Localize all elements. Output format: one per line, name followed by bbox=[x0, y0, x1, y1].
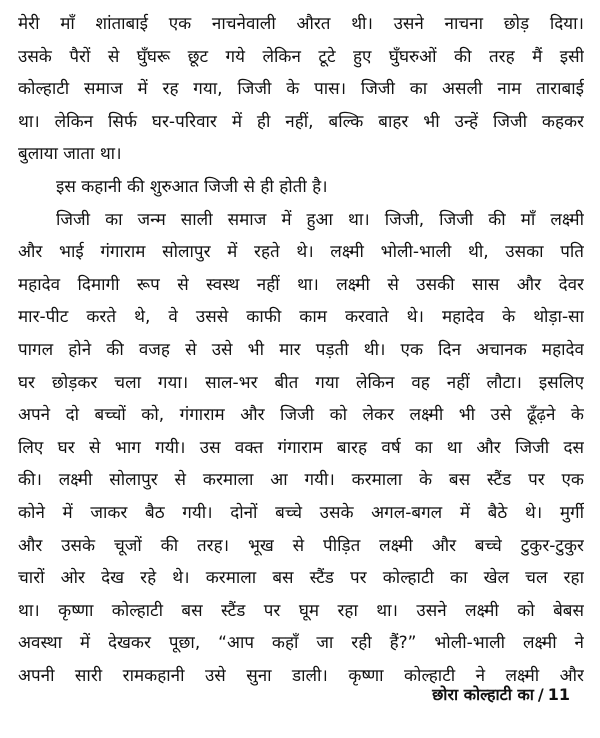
footer-separator: / bbox=[537, 685, 544, 704]
text-line: की। लक्ष्मी सोलापुर से करमाला आ गयी। करमाला के बस स्टैंड पर एक bbox=[18, 470, 584, 491]
text-line: घर छोड़कर चला गया। साल-भर बीत गया लेकिन वह नहीं लौटा। इसलिए bbox=[18, 372, 584, 393]
text-line: उसके पैरों से घुँघरू छूट गये लेकिन टूटे हुए घुँघरुओं की तरह मैं इसी bbox=[18, 46, 584, 67]
text-line: जिजी का जन्म साली समाज में हुआ था। जिजी, जिजी की माँ लक्ष्मी bbox=[56, 209, 584, 230]
body-text bbox=[18, 8, 584, 692]
text-line: कोल्हाटी समाज में रह गया, जिजी के पास। जिजी का असली नाम ताराबाई bbox=[18, 79, 584, 100]
text-line: मेरी माँ शांताबाई एक नाचनेवाली औरत थी। उसने नाचना छोड़ दिया। bbox=[18, 14, 584, 34]
page-footer bbox=[432, 683, 570, 705]
book-title: छोरा कोल्हाटी का bbox=[432, 685, 534, 704]
text-line: बुलाया जाता था। bbox=[18, 144, 122, 165]
text-line: पागल होने की वजह से उसे भी मार पड़ती थी। एक दिन अचानक महादेव bbox=[18, 339, 584, 360]
text-line: चारों ओर देख रहे थे। करमाला बस स्टैंड पर कोल्हाटी का खेल चल रहा bbox=[18, 568, 584, 589]
text-line: मार-पीट करते थे, वे उससे काफी काम करवाते थे। महादेव के थोड़ा-सा bbox=[18, 307, 584, 328]
text-line: अपनी सारी रामकहानी उसे सुना डाली। कृष्णा कोल्हाटी ने लक्ष्मी और bbox=[18, 665, 584, 686]
text-line: और भाई गंगाराम सोलापुर में रहते थे। लक्ष्मी भोली-भाली थी, उसका पति bbox=[18, 242, 584, 263]
text-line: कोने में जाकर बैठ गयी। दोनों बच्चे उसके अगल-बगल में बैठे थे। मुर्गी bbox=[18, 502, 584, 523]
text-line: और उसके चूजों की तरह। भूख से पीड़ित लक्ष्मी और बच्चे टुकुर-टुकुर bbox=[18, 535, 584, 556]
text-line: था। कृष्णा कोल्हाटी बस स्टैंड पर घूम रहा था। उसने लक्ष्मी को बेबस bbox=[18, 600, 584, 621]
page-number: 11 bbox=[547, 685, 570, 704]
text-line: महादेव दिमागी रूप से स्वस्थ नहीं था। लक्ष्मी से उसकी सास और देवर bbox=[18, 274, 584, 295]
text-line: अवस्था में देखकर पूछा, “आप कहाँ जा रही हैं?” भोली-भाली लक्ष्मी ने bbox=[18, 633, 584, 654]
text-line: था। लेकिन सिर्फ घर-परिवार में ही नहीं, बल्कि बाहर भी उन्हें जिजी कहकर bbox=[18, 111, 584, 132]
text-line: इस कहानी की शुरुआत जिजी से ही होती है। bbox=[56, 176, 328, 197]
text-line: अपने दो बच्चों को, गंगाराम और जिजी को लेकर लक्ष्मी भी उसे ढूँढ़ने के bbox=[18, 405, 584, 426]
text-line: लिए घर से भाग गयी। उस वक्त गंगाराम बारह वर्ष का था और जिजी दस bbox=[18, 437, 584, 458]
